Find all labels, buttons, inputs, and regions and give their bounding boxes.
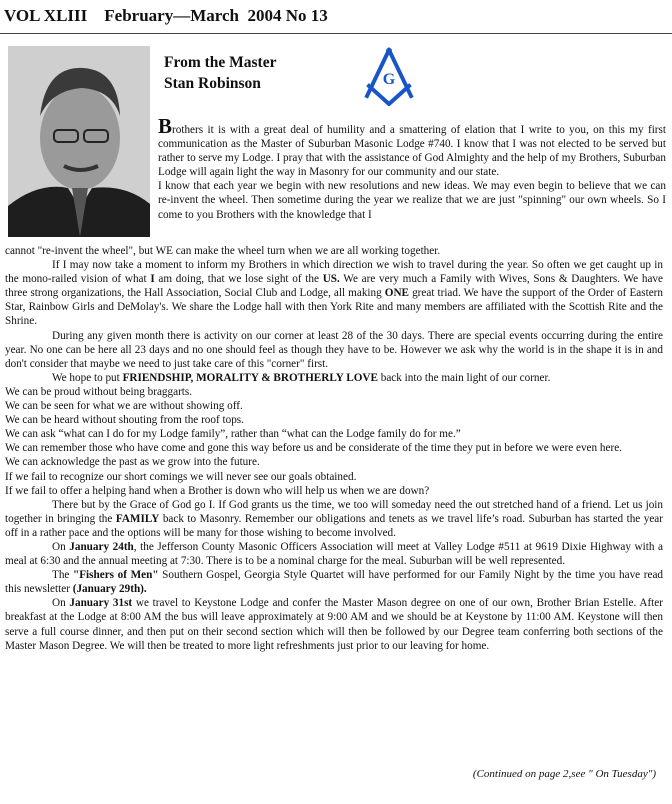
body-line: We can remember those who have come and gone this way before us and be considerate of the time they put in before we were even here. (5, 442, 622, 455)
body-paragraph: If I may now take a moment to inform my Brothers in which direction we wish to travel during the year. So often we get caught up in the mono-railed vision of what I am doing, that we lose sight of the US. We are very much a Family with Wives, Sons & Daughters. We have three strong organizations, the Hall Association, Social Club and Lodge, all making ONE great triad. We have the support of the Order of Eastern Star, Rainbow Girls and DeMolay's. We share the Lodge hall with then York Rite and many members are affiliated with the Scottish Rite and the Shrine. (5, 259, 663, 328)
body-paragraph: We hope to put FRIENDSHIP, MORALITY & BROTHERLY LOVE back into the main light of our corner. (52, 371, 551, 384)
body-paragraph: On January 24th, the Jefferson County Masonic Officers Association will meet at Valley Lodge #511 at 9619 Dixie Highway with a meal at 6:30 and the annual meeting at 7:30. There is to be a nominal charge for the meal. Suburban will be well represented. (5, 540, 663, 568)
intro-text (158, 114, 666, 222)
square-and-compasses-icon (357, 46, 421, 106)
body-line: We can be seen for what we are without showing off. (5, 400, 243, 413)
body-line: If we fail to offer a helping hand when a Brother is down who will help us when we are down? (5, 484, 430, 497)
body-line: We can ask “what can I do for my Lodge family”, rather than “what can the Lodge family do for me.” (5, 428, 461, 441)
intro-paragraph-2: I know that each year we begin with new resolutions and new ideas. We may even begin to believe that we can re-invent the wheel. Then sometime during the year we realize that we are just "spinning" our own wheels. So I come to you Brothers with the knowledge that I (158, 180, 666, 221)
article-body (5, 244, 663, 653)
masthead-rule (0, 33, 672, 34)
body-line: We can be proud without being braggarts. (5, 385, 193, 398)
body-paragraph: On January 31st we travel to Keystone Lodge and confer the Master Mason degree on one of our own, Brother Brian Estelle. After breakfast at the Lodge at 8:00 AM the bus will leave approximately at 9:00 AM and we should be at Keystone by 11:00 AM. Keystone will then serve a full course dinner, and then put on their second section which will then be followed by our Degree team conferring both sections of the Master Mason Degree. We will then be treated to more light refreshments just prior to our leaving for home. (5, 597, 663, 652)
body-line: We can be heard without shouting from the roof tops. (5, 414, 244, 427)
drop-cap: B (158, 114, 173, 138)
header-from-master: From the Master (164, 54, 277, 71)
header-master-name: Stan Robinson (164, 75, 261, 92)
intro-paragraph-1: rothers it is with a great deal of humility and a smattering of elation that I write to you, on this my first communication as the Master of Suburban Masonic Lodge #740. I know that I was not elected to be served but rather to serve my Lodge. I pray that with the assistance of God Almighty and the help of my Brothers, Suburban Lodge will again light the way in Masonry for our community and our state. (158, 124, 666, 179)
body-paragraph: During any given month there is activity on our corner at least 28 of the 30 days. There are special events occurring during the entire year. No one can be here all 23 days and no one should feel as though they have to be. However we ask why the world is in the shape it is in and don't consider that maybe we need to just take care of this "corner" first. (5, 329, 663, 370)
masthead: VOL XLIII February—March 2004 No 13 (4, 6, 328, 25)
body-line: If we fail to recognize our short comings we will never see our goals obtained. (5, 470, 357, 483)
body-line: We can acknowledge the past as we grow into the future. (5, 456, 260, 469)
body-paragraph: There but by the Grace of God go I. If God grants us the time, we too will someday need the out stretched hand of a friend. Let us join together in bringing the FAMILY back to Masonry. Remember our obligations and tenets as we travel life’s road. Suburban has started the year off in a rather pace and the options will be many for those wishing to become involved. (5, 498, 663, 539)
master-portrait-photo (8, 46, 150, 237)
continued-note: (Continued on page 2,see " On Tuesday") (472, 768, 656, 780)
body-line: cannot "re-invent the wheel", but WE can make the wheel turn when we are all working together. (5, 245, 441, 257)
body-paragraph: The "Fishers of Men" Southern Gospel, Georgia Style Quartet will have performed for our Family Night by the time you have read this newsletter (January 29th). (5, 569, 664, 596)
emblem-letter: G (382, 71, 396, 88)
